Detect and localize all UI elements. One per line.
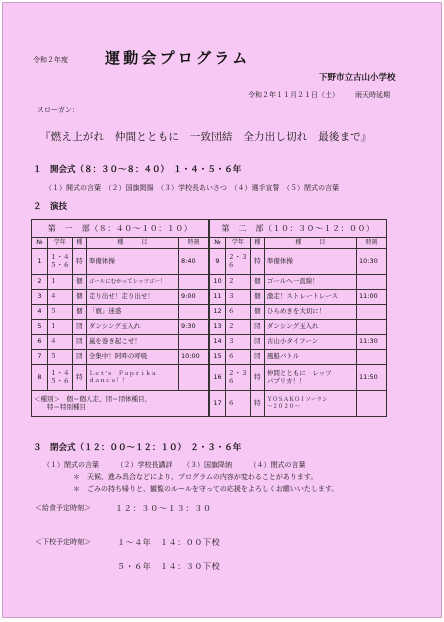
row-event: ゴールへ一直線！ [264,275,356,290]
row-type: 特 [250,391,264,417]
row-time: 9:30 [179,320,209,335]
row-event: 古山小タイフーン [264,335,356,350]
opening-items: （１）開式の言葉 （２）国旗掲揚 （３）学校長あいさつ （４）選手宣誓 （５）閉式の言葉 [45,184,339,192]
closing-heading: ３ 閉会式（１２：００～１２：１０） ２・３・６年 [33,443,242,453]
dismissal-label: ＜下校予定時刻＞ [35,538,91,546]
table-row [210,391,387,417]
row-type: 個 [250,290,264,305]
col-header-type: 種 [250,238,264,249]
row-grade: ３ [225,290,250,305]
table-row [32,350,209,365]
lunch-label: ＜給食予定時刻＞ [35,504,91,512]
col-header-time: 時刻 [179,238,209,249]
row-no: 10 [210,275,226,290]
row-no: 11 [210,290,226,305]
row-grade: ６ [225,391,250,417]
table-row [32,290,209,305]
row-event: ダンシング玉入れ [86,320,178,335]
part1-table [31,219,209,417]
row-grade: １・４ ５・６ [47,249,72,275]
row-no: 15 [210,350,226,365]
row-no: 4 [32,305,48,320]
row-type: 団 [72,335,86,350]
row-type: 特 [72,249,86,275]
slogan-label: スローガン： [37,106,79,114]
row-event: 走り出せ！走り出せ！ [86,290,178,305]
row-time [357,320,387,335]
row-type: 個 [72,290,86,305]
closing-items: （１）閉式の言葉 （２）学校長講評 （３）国旗降納 （４）閉式の言葉 [43,461,306,469]
row-type: 個 [250,305,264,320]
row-grade: ４ [47,335,72,350]
table-row [210,275,387,290]
dismissal-time-2: ５・６年 １４：３０下校 [117,562,221,571]
legend-row [32,391,209,417]
row-type: 団 [72,320,86,335]
row-time [179,275,209,290]
col-header-event: 種 目 [86,238,178,249]
row-event: ダンシング玉入れ [264,320,356,335]
col-header-type: 種 [72,238,86,249]
row-type: 個 [72,305,86,320]
row-time: 11:00 [357,290,387,305]
row-grade: ２・３ ６ [225,249,250,275]
row-no: 17 [210,391,226,417]
row-time [357,305,387,320]
row-time: 10:30 [357,249,387,275]
row-no: 14 [210,335,226,350]
lunch-time: １２：３０～１３：３０ [115,504,212,513]
opening-heading: １ 開会式（８：３０～８：４０） １・４・５・６年 [33,165,242,175]
row-grade: ４ [47,290,72,305]
col-header-time: 時刻 [357,238,387,249]
col-header-event: 種 目 [264,238,356,249]
row-event: ＹＯＳＡＫＯＩソーラン ～２０２０～ [264,391,356,417]
row-no: 3 [32,290,48,305]
row-event: 「旗」迷惑 [86,305,178,320]
row-time: 10:00 [179,350,209,365]
row-grade: １・４ ５・６ [47,365,72,391]
row-time: 8:40 [179,249,209,275]
row-type: 個 [250,275,264,290]
slogan-text: 『燃え上がれ 仲間とともに 一致団結 全力出し切れ 最後まで』 [40,131,372,143]
table-row [32,275,209,290]
row-time: 9:00 [179,290,209,305]
table-row [32,335,209,350]
row-grade: ５ [47,305,72,320]
row-grade: ５ [47,350,72,365]
row-no: 5 [32,320,48,335]
col-header-grade: 学年 [47,238,72,249]
row-type: 特 [250,249,264,275]
row-type: 団 [72,350,86,365]
row-grade: ２ [225,320,250,335]
table-row [210,350,387,365]
row-time [179,365,209,391]
dismissal-time-1: １～４年 １４：００下校 [117,538,221,547]
closing-note-2: ＊ ごみの持ち帰りと、観覧のルールを守っての応援をよろしくお願いいたします。 [73,485,339,493]
table-row [32,249,209,275]
row-type: 団 [250,350,264,365]
row-type: 個 [72,275,86,290]
row-time [357,391,387,417]
row-event: 準備体操 [86,249,178,275]
row-no: 6 [32,335,48,350]
row-time [179,305,209,320]
school-name: 下野市立古山小学校 [319,73,396,83]
row-no: 12 [210,305,226,320]
row-type: 特 [250,365,264,391]
part2-title: 第 二 部（１０：３０～１２：００） [210,220,387,238]
row-type: 特 [72,365,86,391]
table-row [32,305,209,320]
table-row [32,320,209,335]
type-legend: ＜種別＞ 個＝個人走、団＝団体種目、 特＝特別種目 [32,391,209,417]
row-type: 団 [250,335,264,350]
row-time [357,275,387,290]
row-event: 仲間とともに レッツ パプリカ！！ [264,365,356,391]
table-row [210,365,387,391]
table-row [210,320,387,335]
rain-note: 雨天時延期 [355,91,390,99]
program-page [2,2,442,618]
row-event: ゴールにむかってレッツゴー！ [86,275,178,290]
row-grade: ２ [225,275,250,290]
col-header-grade: 学年 [225,238,250,249]
row-event: 準備体操 [264,249,356,275]
row-time [179,335,209,350]
page-title: 運動会プログラム [105,49,251,67]
row-time [357,350,387,365]
row-grade: １ [47,320,72,335]
row-grade: ６ [225,305,250,320]
col-header-no: № [210,238,226,249]
row-no: 16 [210,365,226,391]
part2-table [209,219,387,417]
table-row [210,290,387,305]
row-event: 全集中！阿吽の呼吸 [86,350,178,365]
col-header-no: № [32,238,48,249]
closing-note-1: ＊ 天候、進み具合などにより、プログラムの内容が変わることがあります。 [73,473,318,481]
row-type: 団 [250,320,264,335]
performance-heading: ２ 演技 [33,202,68,212]
row-grade: １ [47,275,72,290]
row-event: 激走！ストレートレース [264,290,356,305]
row-event: Ｌｅｔ’ｓ Ｐａｐｒｉｋａ ｄａｎｃｅ！！ [86,365,178,391]
table-row [210,335,387,350]
row-event: ひらめきを大切に！ [264,305,356,320]
row-grade: ３ [225,335,250,350]
row-no: 13 [210,320,226,335]
row-time: 11:50 [357,365,387,391]
table-row [210,249,387,275]
row-event: 嵐を巻き起こせ！ [86,335,178,350]
event-date: 令和２年１１月２１日（土） [248,91,339,99]
table-row [210,305,387,320]
row-grade: ６ [225,350,250,365]
row-no: 1 [32,249,48,275]
row-no: 7 [32,350,48,365]
part1-title: 第 一 部（８：４０～１０：１０） [32,220,209,238]
table-row [32,365,209,391]
row-time: 11:30 [357,335,387,350]
row-no: 2 [32,275,48,290]
row-no: 9 [210,249,226,275]
fiscal-year: 令和２年度 [33,56,68,64]
row-no: 8 [32,365,48,391]
row-grade: ２・３ ６ [225,365,250,391]
row-event: 風船バトル [264,350,356,365]
